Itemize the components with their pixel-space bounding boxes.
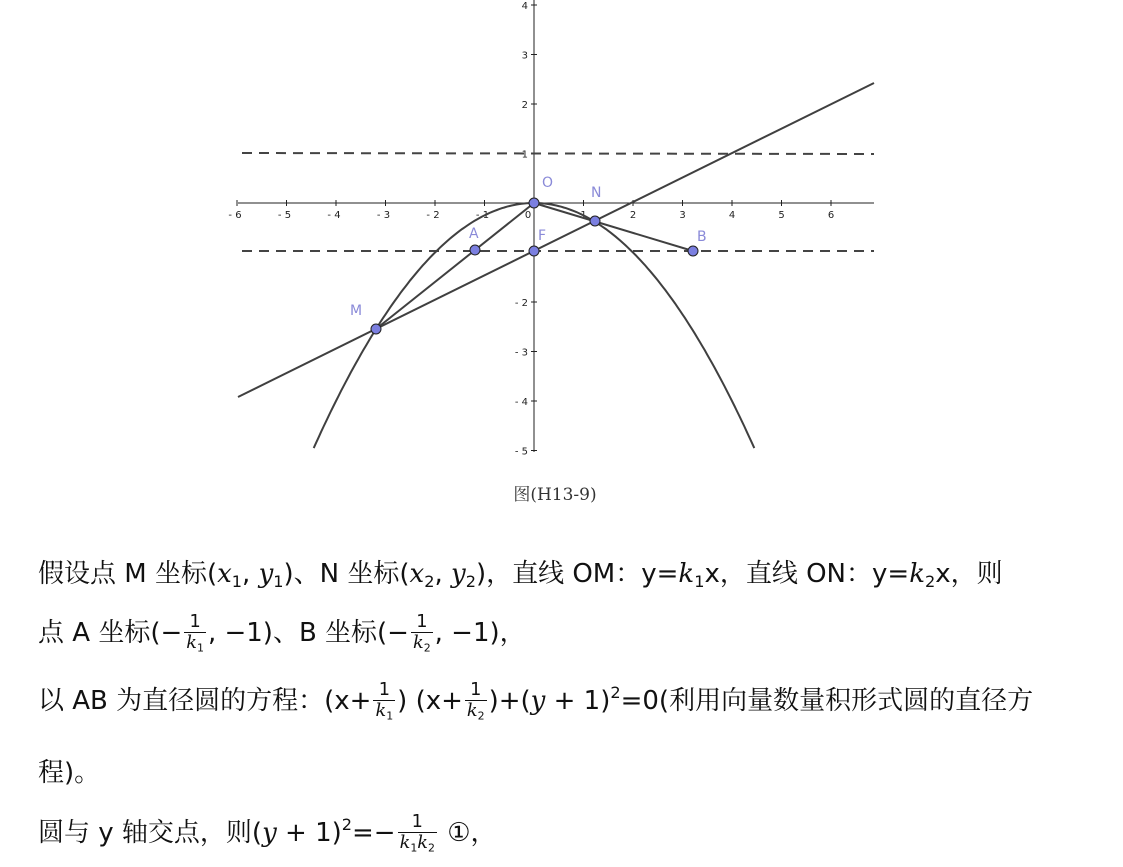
x-tick-label: 3 — [679, 210, 686, 221]
x-tick-label: 6 — [827, 210, 835, 221]
point-o-label: O — [542, 175, 554, 191]
x-tick-label: - 2 — [426, 210, 440, 221]
y-tick-label: - 4 — [514, 397, 528, 408]
x-tick-label: - 5 — [277, 210, 292, 221]
text-line-1: 假设点 M 坐标($x_1$, $y_1$)、N 坐标($x_2$, $y_2$)，直线 OM：$y=k_1x$，直线 ON：$y=k_2x$，则 — [38, 559, 1003, 591]
y-tick-label: - 2 — [514, 298, 528, 309]
point-b-label: B — [697, 229, 707, 245]
text-line-2: 点 A 坐标(− $\frac{1}{k_1}$ , −1)、B 坐标(− $\frac{1}{k_2}$ , −1)， — [38, 612, 526, 655]
y-tick-label: 1 — [521, 149, 528, 161]
fraction-1-over-k2: $\frac{1}{k_2}$ — [412, 612, 431, 655]
x-tick-label: - 1 — [475, 210, 490, 221]
x-tick-label: - 6 — [228, 210, 242, 221]
figure-caption: 图(H13-9) — [513, 485, 597, 505]
y-tick-label: 2 — [521, 100, 528, 111]
x-tick-label: 2 — [629, 210, 637, 221]
point-m-label: M — [350, 303, 363, 319]
line-mn — [238, 83, 874, 397]
y-tick-label: - 3 — [514, 347, 528, 359]
y-tick-label: 3 — [521, 50, 528, 62]
x-tick-label: 5 — [778, 210, 785, 221]
text-line-3: 以 AB 为直径圆的方程：(x+ $\frac{1}{k_1}$ ) (x+ $\frac{1}{k_2}$ )$+(y + 1)^2=0$(利用向量数量积形式圆的直径方 — [38, 680, 1034, 723]
point-f-label: F — [538, 228, 547, 244]
y-tick-label: 4 — [521, 1, 528, 12]
point-n — [590, 185, 601, 226]
fraction-1-over-k2: $\frac{1}{k_2}$ — [466, 680, 485, 723]
x-tick-label: - 3 — [376, 210, 391, 221]
text-line-4: 程)。 — [38, 758, 101, 788]
line-on-b — [534, 203, 693, 251]
line-om — [376, 203, 534, 329]
fraction-1-over-k1: $\frac{1}{k_1}$ — [375, 680, 394, 723]
x-tick-label: 4 — [728, 210, 736, 221]
text-line-5: 圆与 y 轴交点，则$(y + 1)^2=-$ $\frac{1}{k_1k_2}$ ①， — [38, 812, 497, 855]
point-m — [350, 303, 381, 334]
fraction-1-over-k1: $\frac{1}{k_1}$ — [186, 612, 204, 655]
axis-ticks — [228, 1, 834, 458]
fraction-1-over-k1k2: $\frac{1}{k_1k_2}$ — [399, 812, 435, 855]
x-tick-label: 1 — [580, 210, 587, 221]
dashed-line-y-1 — [242, 153, 874, 154]
x-tick-label: 0 — [524, 210, 532, 221]
point-a — [469, 226, 480, 255]
x-tick-label: - 4 — [327, 210, 341, 221]
point-f — [529, 228, 546, 256]
point-n-label: N — [591, 185, 602, 201]
point-a-label: A — [469, 226, 479, 242]
y-tick-label: - 5 — [514, 446, 528, 458]
